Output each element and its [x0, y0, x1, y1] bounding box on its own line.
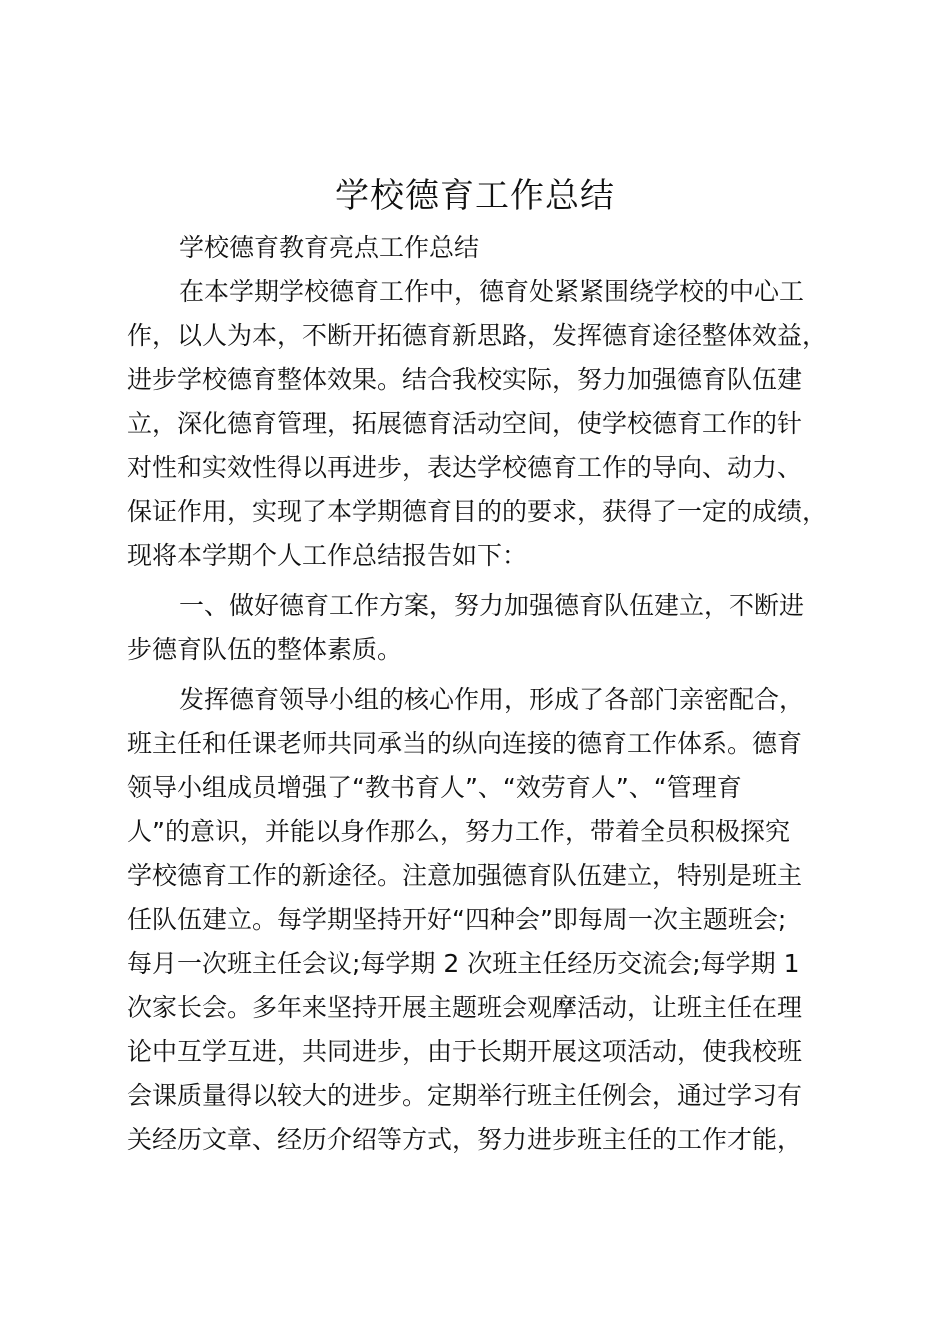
document-body: [127, 226, 867, 1162]
section-heading-line: 一、做好德育工作方案，努力加强德育队伍建立，不断进: [179, 591, 805, 620]
paragraph-line: 领导小组成员增强了“教书育人”、“效劳育人”、“管理育: [127, 773, 742, 802]
paragraph-line: 进步学校德育整体效果。结合我校实际，努力加强德育队伍建: [127, 365, 803, 394]
paragraph-line: 班主任和任课老师共同承当的纵向连接的德育工作体系。德育: [127, 729, 803, 758]
paragraph-line: 发挥德育领导小组的核心作用，形成了各部门亲密配合，: [179, 685, 805, 714]
paragraph-line: 关经历文章、经历介绍等方式，努力进步班主任的工作才能，: [127, 1125, 803, 1154]
paragraph-line: 在本学期学校德育工作中，德育处紧紧围绕学校的中心工: [179, 277, 805, 306]
paragraph-line: 立，深化德育管理，拓展德育活动空间，使学校德育工作的针: [127, 409, 803, 438]
paragraph-line: 作，以人为本，不断开拓德育新思路，发挥德育途径整体效益，: [127, 321, 828, 350]
paragraph-line: 人”的意识，并能以身作那么，努力工作，带着全员积极探究: [127, 817, 790, 846]
paragraph-line: 会课质量得以较大的进步。定期举行班主任例会，通过学习有: [127, 1081, 803, 1110]
paragraph-line: 现将本学期个人工作总结报告如下：: [127, 541, 528, 570]
document-title: 学校德育工作总结: [335, 176, 615, 216]
paragraph-line: 次家长会。多年来坚持开展主题班会观摩活动，让班主任在理: [127, 993, 803, 1022]
paragraph-line: 保证作用，实现了本学期德育目的的要求，获得了一定的成绩，: [127, 497, 828, 526]
paragraph-line: 对性和实效性得以再进步，表达学校德育工作的导向、动力、: [127, 453, 803, 482]
paragraph-line: 学校德育工作的新途径。注意加强德育队伍建立，特别是班主: [127, 861, 803, 890]
document-subtitle: 学校德育教育亮点工作总结: [179, 233, 480, 262]
paragraph-line: 论中互学互进，共同进步，由于长期开展这项活动，使我校班: [127, 1037, 803, 1066]
paragraph-line: 任队伍建立。每学期坚持开好“四种会”即每周一次主题班会;: [127, 905, 787, 934]
section-heading-line: 步德育队伍的整体素质。: [127, 635, 403, 664]
paragraph-line: 每月一次班主任会议;每学期 2 次班主任经历交流会;每学期 1: [127, 949, 800, 978]
